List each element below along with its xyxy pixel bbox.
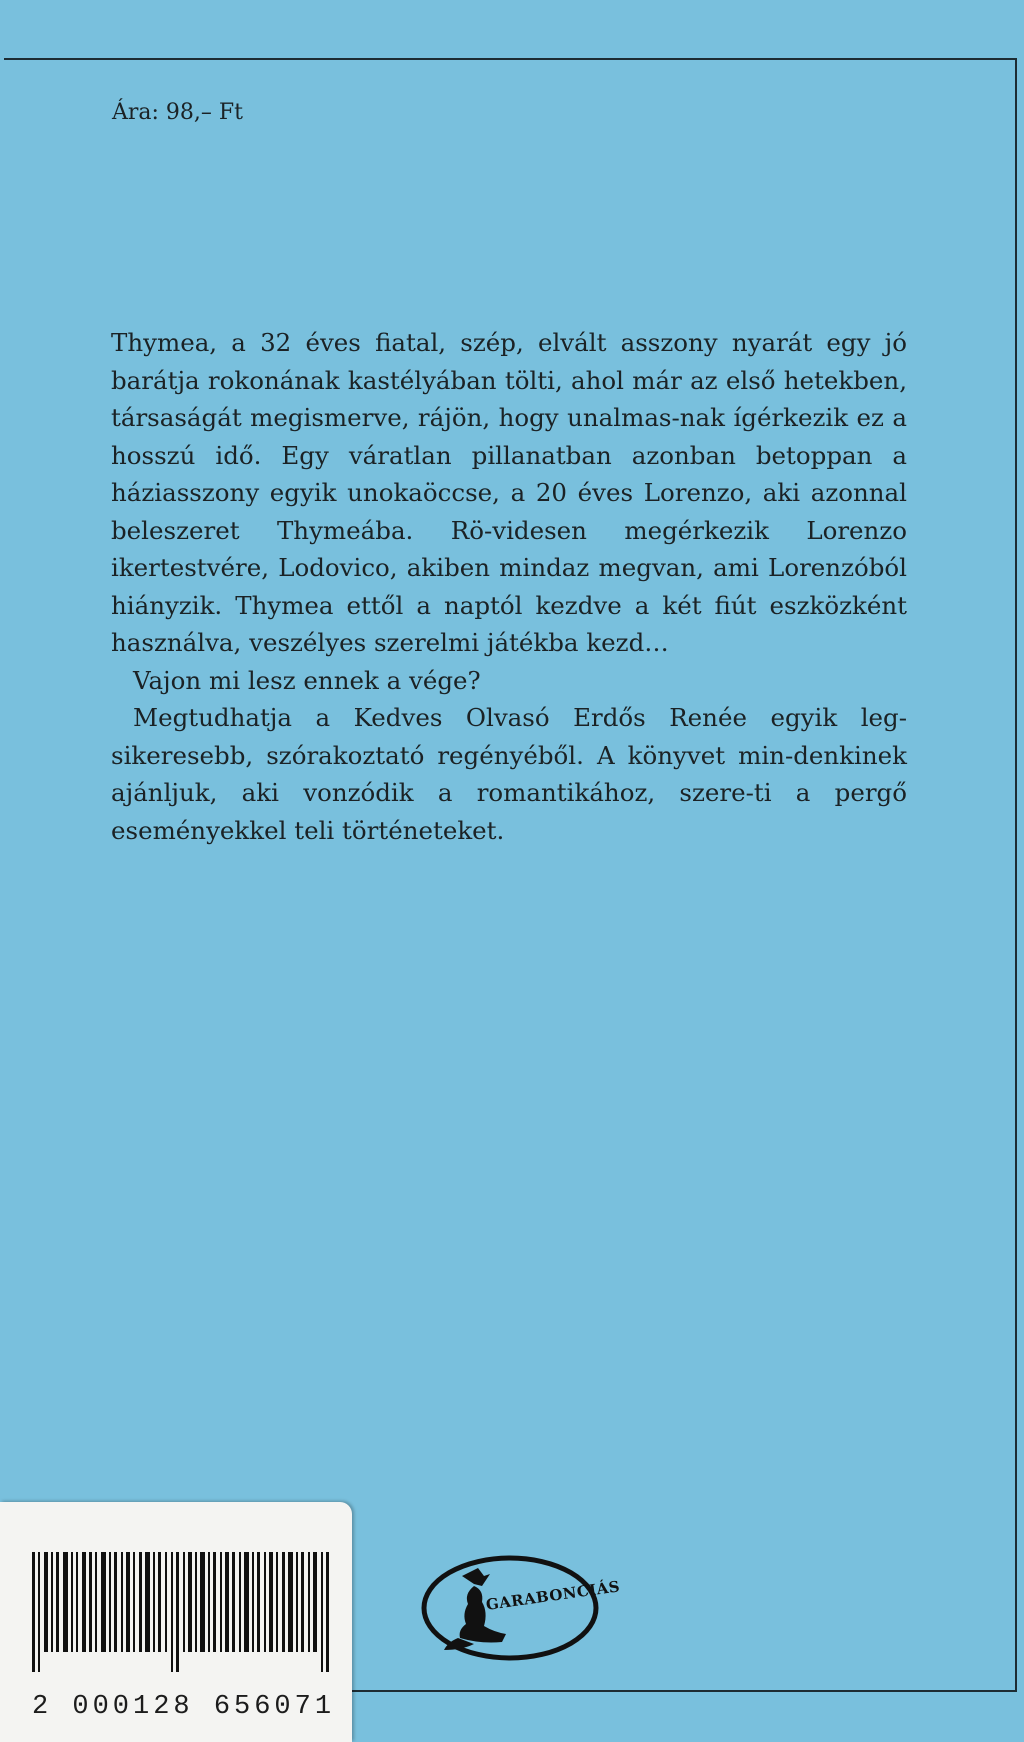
barcode-number: 2 000128 656071 [32, 1692, 336, 1722]
cover-border-frame [4, 58, 1017, 1692]
publisher-name: GARABONCIÁS [484, 1577, 622, 1614]
blurb-paragraph-2: Vajon mi lesz ennek a vége? [133, 665, 481, 695]
barcode-bars [32, 1552, 330, 1672]
blurb-paragraph-1: Thymea, a 32 éves fiatal, szép, elvált asszony nyarát egy jó barátja rokonának kastélyában tölti, ahol már az első hetekben, társaságát megismerve, rájön, hogy unalmas-nak ígérkezik ez a hosszú idő. Egy váratlan pillanatban azonban betoppan a háziasszony egyik unokaöccse, a 20 éves Lorenzo, aki azonnal beleszeret Thymeába. Rö-videsen megérkezik Lorenzo ikertestvére, Lodovico, akiben mindaz megvan, ami Lorenzóból hiányzik. Thymea ettől a naptól kezdve a két fiút eszközként használva, veszélyes szerelmi játékba kezd… [111, 328, 907, 657]
blurb-paragraph-3: Megtudhatja a Kedves Olvasó Erdős Renée egyik leg-sikeresebb, szórakoztató regényéből. A könyvet min-denkinek ajánljuk, aki vonzódik a romantikához, szere-ti a pergő eseményekkel teli történeteket. [111, 703, 907, 845]
barcode [32, 1552, 330, 1690]
barcode-sticker [0, 1502, 352, 1742]
price-label: Ára: 98,– Ft [112, 100, 244, 125]
publisher-logo [418, 1546, 622, 1666]
blurb-text [111, 324, 907, 849]
